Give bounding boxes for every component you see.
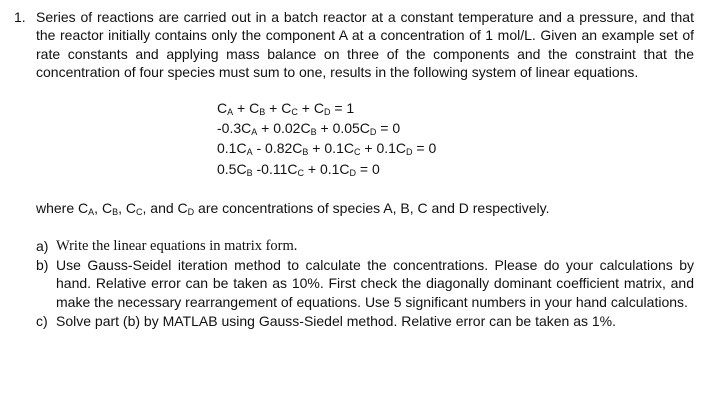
- part-text: Use Gauss-Seidel iteration method to calculate the concentrations. Please do your calculations by hand. Relative error can be taken as 10%. First check the diagonally dominant coefficient matrix, and make the necessary rearrangement of equations. Use 5 significant numbers in your hand calculations.: [56, 256, 694, 311]
- concentration-term: [320, 161, 356, 177]
- term-coefficient: C: [313, 99, 324, 116]
- concentration-term: [261, 161, 304, 177]
- concentration-term: [217, 100, 233, 116]
- text-fragment: -: [252, 160, 262, 177]
- concentration-term: [324, 140, 360, 156]
- equation-line: [217, 118, 694, 138]
- species-subscript: D: [406, 147, 413, 158]
- term-coefficient: 0.1C: [319, 160, 350, 177]
- concentration-term: [333, 120, 377, 136]
- species-subscript: B: [112, 207, 119, 218]
- term-coefficient: -0.3C: [217, 120, 252, 137]
- term-coefficient: 0.1C: [324, 140, 354, 157]
- part-text: Write the linear equations in matrix form.: [56, 238, 298, 255]
- species-subscript: A: [88, 207, 95, 218]
- text-fragment: = 1: [330, 99, 355, 116]
- species-subscript: D: [349, 167, 357, 178]
- species-subscript: B: [259, 106, 266, 117]
- text-fragment: +: [257, 120, 274, 137]
- species-subscript: D: [369, 127, 377, 138]
- concentration-term: [217, 140, 253, 156]
- equation-line: [217, 98, 694, 118]
- species-subscript: B: [302, 147, 309, 158]
- text-fragment: where: [36, 200, 79, 217]
- text-fragment: +: [308, 140, 325, 157]
- species-subscript: B: [246, 167, 253, 178]
- text-fragment: are concentrations of species A, B, C and D respectively.: [194, 200, 550, 217]
- species-subscript: B: [310, 127, 317, 138]
- problem-intro: [14, 8, 694, 82]
- concentration-term: [265, 140, 308, 156]
- part-label: c): [36, 312, 48, 329]
- text-fragment: +: [316, 120, 333, 137]
- species-subscript: A: [251, 127, 258, 138]
- species-subscript: A: [246, 147, 253, 158]
- concentration-term: [281, 100, 298, 116]
- concentration-term: [217, 161, 253, 177]
- species-subscript: A: [227, 106, 234, 117]
- variable-definition: [36, 199, 694, 217]
- term-coefficient: 0.5C: [217, 160, 247, 177]
- equation-system: [217, 98, 694, 180]
- concentration-term: [126, 200, 143, 216]
- text-fragment: = 0: [412, 140, 437, 157]
- concentration-term: [273, 120, 316, 136]
- text-fragment: , and: [142, 200, 178, 217]
- term-coefficient: C: [217, 99, 228, 116]
- text-fragment: +: [360, 140, 377, 157]
- concentration-term: [78, 200, 94, 216]
- species-subscript: C: [353, 147, 361, 158]
- term-coefficient: 0.1C: [376, 140, 407, 157]
- part-c: [36, 312, 694, 331]
- term-coefficient: 0.11C: [261, 160, 298, 177]
- species-subscript: C: [136, 207, 143, 218]
- equation-line: [217, 159, 694, 179]
- species-subscript: D: [323, 106, 331, 117]
- part-label: b): [36, 256, 49, 273]
- problem-statement: Series of reactions are carried out in a batch reactor at a constant temperature and a pressure, and that the reactor initially contains only the component A at a concentration of 1 mol/L. Given an example set of rate constants and applying mass balance on three of the components and the constraint that the concentration of four species must sum to one, results in the following system of linear equations.: [36, 9, 694, 81]
- term-coefficient: C: [177, 200, 188, 217]
- text-fragment: +: [233, 99, 250, 116]
- term-coefficient: 0.1C: [217, 140, 247, 157]
- text-fragment: ,: [118, 200, 126, 217]
- concentration-term: [102, 200, 118, 216]
- text-fragment: +: [297, 99, 314, 116]
- concentration-term: [217, 120, 257, 136]
- text-fragment: +: [265, 99, 282, 116]
- problem-1: [14, 8, 694, 330]
- text-fragment: = 0: [356, 160, 380, 177]
- species-subscript: C: [291, 106, 298, 117]
- concentration-term: [314, 100, 331, 116]
- term-coefficient: C: [281, 99, 292, 116]
- term-coefficient: 0.02C: [273, 120, 311, 137]
- term-coefficient: C: [249, 99, 260, 116]
- concentration-term: [178, 200, 195, 216]
- text-fragment: +: [303, 160, 320, 177]
- equation-line: [217, 138, 694, 158]
- text-fragment: ,: [94, 200, 102, 217]
- text-fragment: -: [252, 140, 266, 157]
- term-coefficient: C: [125, 200, 136, 217]
- part-a: [36, 237, 694, 256]
- problem-number: 1.: [14, 9, 26, 25]
- part-text: Solve part (b) by MATLAB using Gauss-Siedel method. Relative error can be taken as 1%.: [56, 312, 617, 329]
- question-parts: [36, 237, 694, 330]
- part-b: [36, 256, 694, 312]
- term-coefficient: 0.82C: [265, 140, 303, 157]
- species-subscript: C: [297, 167, 304, 178]
- term-coefficient: C: [101, 200, 113, 217]
- term-coefficient: C: [78, 200, 89, 217]
- concentration-term: [249, 100, 265, 116]
- species-subscript: D: [187, 207, 195, 218]
- text-fragment: = 0: [376, 120, 401, 137]
- concentration-term: [376, 140, 412, 156]
- part-label: a): [36, 238, 49, 255]
- term-coefficient: 0.05C: [332, 120, 370, 137]
